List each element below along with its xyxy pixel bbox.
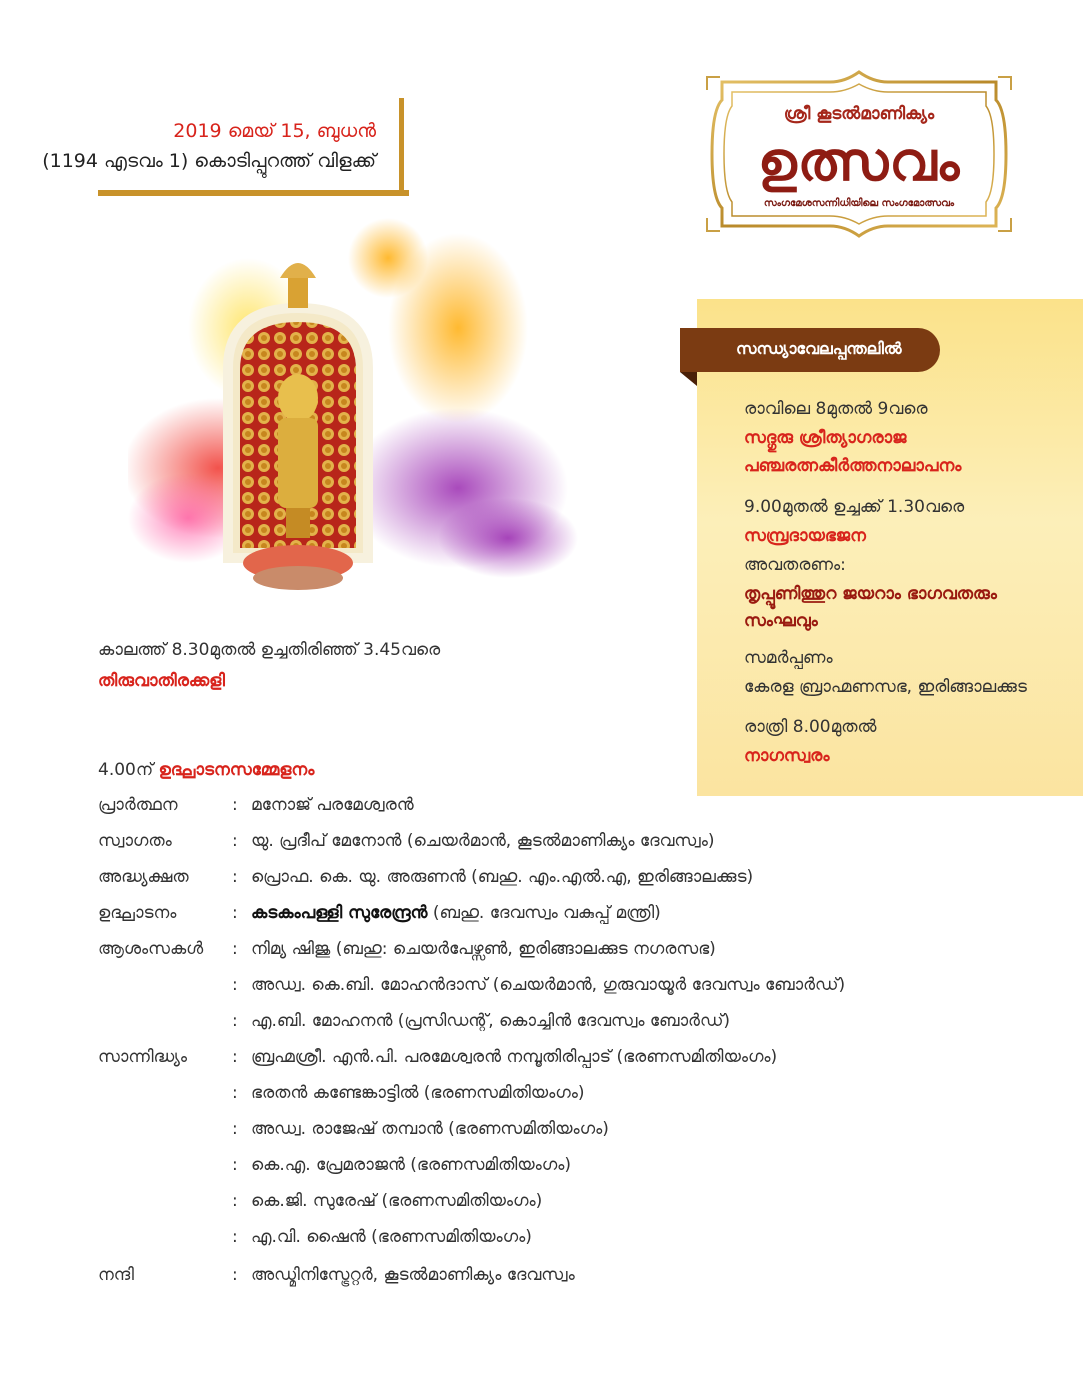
date-subline: (1194 എടവം 1) കൊടിപ്പുറത്ത് വിളക്ക് [42,150,376,172]
programme-person: ബ്രഹ്മശ്രീ. എൻ.പി. പരമേശ്വരൻ നമ്പൂതിരിപ്പാട് (ഭരണസമിതിയംഗം) [251,1047,778,1067]
panel-event-2: സമ്പ്രദായഭജന [744,526,866,546]
programme-colon: : [232,795,238,815]
programme-person: അഡ്വ. കെ.ബി. മോഹൻദാസ് (ചെയർമാൻ, ഗുരുവായൂർ ദേവസ്വം ബോർഡ്) [251,975,846,995]
venue-ribbon-label: സന്ധ്യാവേലപ്പന്തലിൽ [736,339,902,358]
programme-person-bold: കടകംപള്ളി സുരേന്ദ്രൻ [251,903,428,923]
programme-role: നന്ദി [98,1265,134,1285]
panel-time-2: 9.00മുതൽ ഉച്ചക്ക് 1.30വരെ [744,497,965,517]
ribbon-fold [680,372,697,386]
programme-person: അഡ്മിനിസ്ട്രേറ്റർ, കൂടൽമാണിക്യം ദേവസ്വം [251,1265,575,1285]
programme-role: പ്രാർത്ഥന [98,795,178,815]
programme-role: ആശംസകൾ [98,939,204,959]
programme-role: അദ്ധ്യക്ഷത [98,867,189,887]
date-header [42,98,404,196]
programme-colon: : [232,1119,238,1139]
panel-presented-label: അവതരണം: [744,555,846,575]
gold-vertical-bar [399,98,404,196]
programme-person: പ്രൊഫ. കെ. യു. അരുണൻ (ബഹു. എം.എൽ.എ, ഇരിങ്ങാലക്കുട) [251,867,754,887]
logo-sub-text: സംഗമേശസന്നിധിയിലെ സംഗമോത്സവം [763,198,955,209]
morning-time: കാലത്ത് 8.30മുതൽ ഉച്ചതിരിഞ്ഞ് 3.45വരെ [98,640,441,660]
programme-role: ഉദ്ഘാടനം [98,903,177,923]
panel-performer-line-1: തൃപ്പൂണിത്തുറ ജയറാം ഭാഗവതരും [744,584,997,604]
programme-colon: : [232,1191,238,1211]
panel-event-3: നാഗസ്വരം [744,746,830,766]
panel-dedication-label: സമർപ്പണം [744,648,833,668]
programme-role: സാന്നിദ്ധ്യം [98,1047,188,1067]
panel-time-1: രാവിലെ 8മുതൽ 9വരെ [744,399,928,419]
gold-horizontal-bar [98,190,409,196]
programme-colon: : [232,867,238,887]
programme-person: എ.വി. ഷൈൻ (ഭരണസമിതിയംഗം) [251,1227,532,1247]
inauguration-heading [98,760,314,780]
programme-role: സ്വാഗതം [98,831,172,851]
programme-colon: : [232,1265,238,1285]
programme-colon: : [232,903,238,923]
programme-person: മനോജ് പരമേശ്വരൻ [251,795,414,815]
logo-top-text: ശ്രീ കൂടൽമാണിക്യം [783,104,935,124]
logo-main-text: ഉത്സവം [757,130,961,193]
programme-person-detail: (ബഹു. ദേവസ്വം വകുപ്പ് മന്ത്രി) [427,903,661,923]
programme-colon: : [232,1047,238,1067]
panel-dedication: കേരള ബ്രാഹ്മണസഭ, ഇരിങ്ങാലക്കുട [744,677,1027,697]
programme-colon: : [232,1227,238,1247]
programme-colon: : [232,1155,238,1175]
programme-colon: : [232,939,238,959]
panel-event-1-line-1: സദ്ഗുരു ശ്രീത്യാഗരാജ [744,428,907,448]
programme-colon: : [232,831,238,851]
programme-person: എ.ബി. മോഹനൻ (പ്രസിഡന്റ്, കൊച്ചിൻ ദേവസ്വം ബോർഡ്) [251,1011,731,1031]
panel-performer-line-2: സംഘവും [744,611,818,631]
date-line: 2019 മെയ് 15, ബുധൻ [173,120,376,142]
inauguration-time: 4.00ന് [98,760,159,780]
deity-image [128,218,583,628]
panel-time-3: രാത്രി 8.00മുതൽ [744,717,877,737]
programme-person: യു. പ്രദീപ് മേനോൻ (ചെയർമാൻ, കൂടൽമാണിക്യം ദേവസ്വം) [251,831,715,851]
inauguration-title: ഉദ്ഘാടനസമ്മേളനം [158,760,315,780]
festival-logo [700,70,1018,238]
programme-colon: : [232,1011,238,1031]
panel-event-1-line-2: പഞ്ചരത്നകീർത്തനാലാപനം [744,456,962,476]
programme-person [251,903,661,923]
programme-person: നിമ്യ ഷിജു (ബഹു: ചെയർപേഴ്സൺ, ഇരിങ്ങാലക്കുട നഗരസഭ) [251,939,716,959]
programme-person: കെ.എ. പ്രേമരാജൻ (ഭരണസമിതിയംഗം) [251,1155,572,1175]
programme-colon: : [232,975,238,995]
programme-colon: : [232,1083,238,1103]
programme-person: കെ.ജി. സുരേഷ് (ഭരണസമിതിയംഗം) [251,1191,543,1211]
programme-person: ഭരതൻ കണ്ടേങ്കാട്ടിൽ (ഭരണസമിതിയംഗം) [251,1083,585,1103]
programme-person: അഡ്വ. രാജേഷ് തമ്പാൻ (ഭരണസമിതിയംഗം) [251,1119,609,1139]
morning-event: തിരുവാതിരക്കളി [98,671,225,691]
